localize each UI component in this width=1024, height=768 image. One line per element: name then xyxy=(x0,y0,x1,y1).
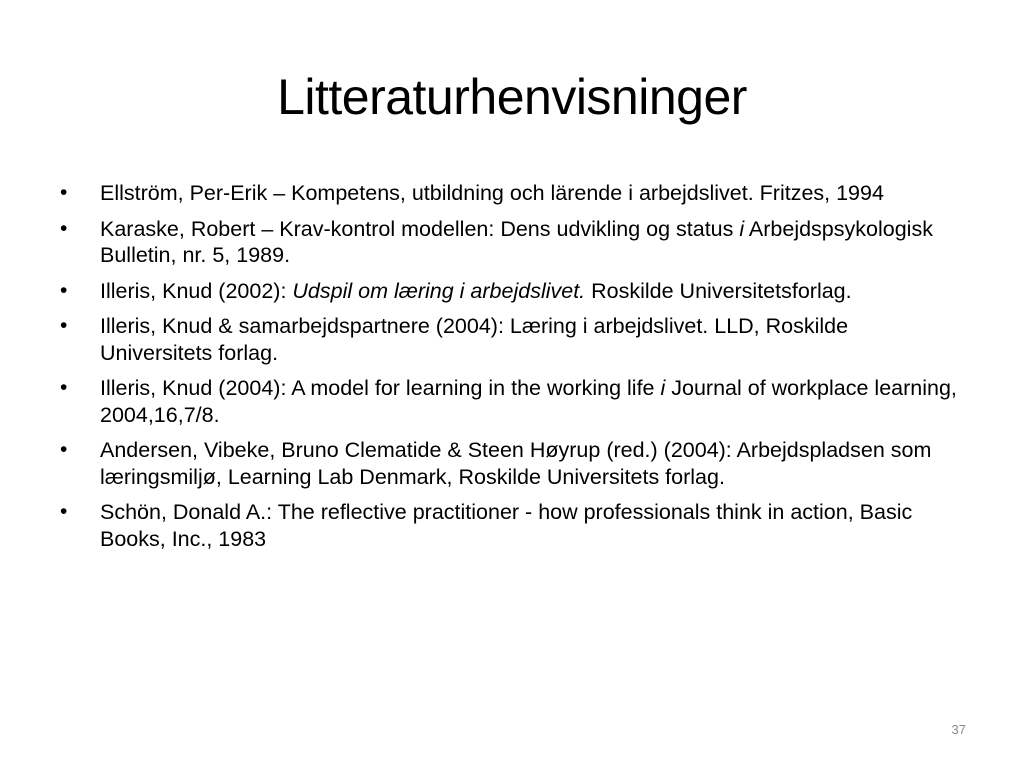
reference-segment: Karaske, Robert – Krav-kontrol modellen: Dens udvikling og status xyxy=(100,216,740,241)
reference-italic-segment: Udspil om læring i arbejdslivet. xyxy=(292,278,586,303)
reference-segment: Andersen, Vibeke, Bruno Clematide & Steen Høyrup (red.) (2004): Arbejdspladsen som læringsmiljø, Learning Lab Denmark, Roskilde Universitets forlag. xyxy=(100,438,932,489)
reference-list xyxy=(58,180,963,561)
reference-italic-segment: i xyxy=(739,216,745,241)
list-item xyxy=(58,180,963,207)
reference-segment: Journal of workplace learning, 2004,16,7/8. xyxy=(100,376,957,427)
bullet-icon: • xyxy=(60,376,68,399)
reference-segment: Arbejdspsykologisk Bulletin, nr. 5, 1989. xyxy=(100,216,933,267)
list-item xyxy=(58,437,963,490)
slide-title: Litteraturhenvisninger xyxy=(277,69,747,125)
reference-text xyxy=(100,217,933,268)
list-item xyxy=(58,216,963,269)
reference-segment: Illeris, Knud & samarbejdspartnere (2004): Læring i arbejdslivet. LLD, Roskilde Universitets forlag. xyxy=(100,314,849,365)
reference-text xyxy=(100,314,848,365)
list-item xyxy=(58,375,963,428)
list-item xyxy=(58,278,963,305)
bullet-icon: • xyxy=(60,500,68,523)
reference-italic-segment: i xyxy=(660,376,666,400)
reference-text xyxy=(100,438,931,489)
list-item xyxy=(58,499,963,552)
bullet-icon: • xyxy=(60,438,68,461)
bullet-icon: • xyxy=(60,314,68,337)
reference-segment: Illeris, Knud (2002): xyxy=(100,278,293,303)
reference-text xyxy=(100,279,852,303)
bullet-icon: • xyxy=(60,181,68,204)
list-item xyxy=(58,313,963,366)
bullet-icon: • xyxy=(60,278,68,302)
reference-segment: Illeris, Knud (2004): A model for learning in the working life xyxy=(100,376,661,400)
reference-text xyxy=(100,500,912,551)
reference-segment: Schön, Donald A.: The reflective practitioner - how professionals think in action, Basic Books, Inc., 1983 xyxy=(100,500,913,551)
bullet-icon: • xyxy=(60,216,68,240)
page-number: 37 xyxy=(951,722,966,737)
reference-segment: Roskilde Universitetsforlag. xyxy=(585,278,852,303)
reference-segment: Ellström, Per-Erik – Kompetens, utbildning och lärende i arbejdslivet. Fritzes, 1994 xyxy=(100,181,884,205)
reference-text xyxy=(100,376,957,427)
reference-text xyxy=(100,181,884,205)
